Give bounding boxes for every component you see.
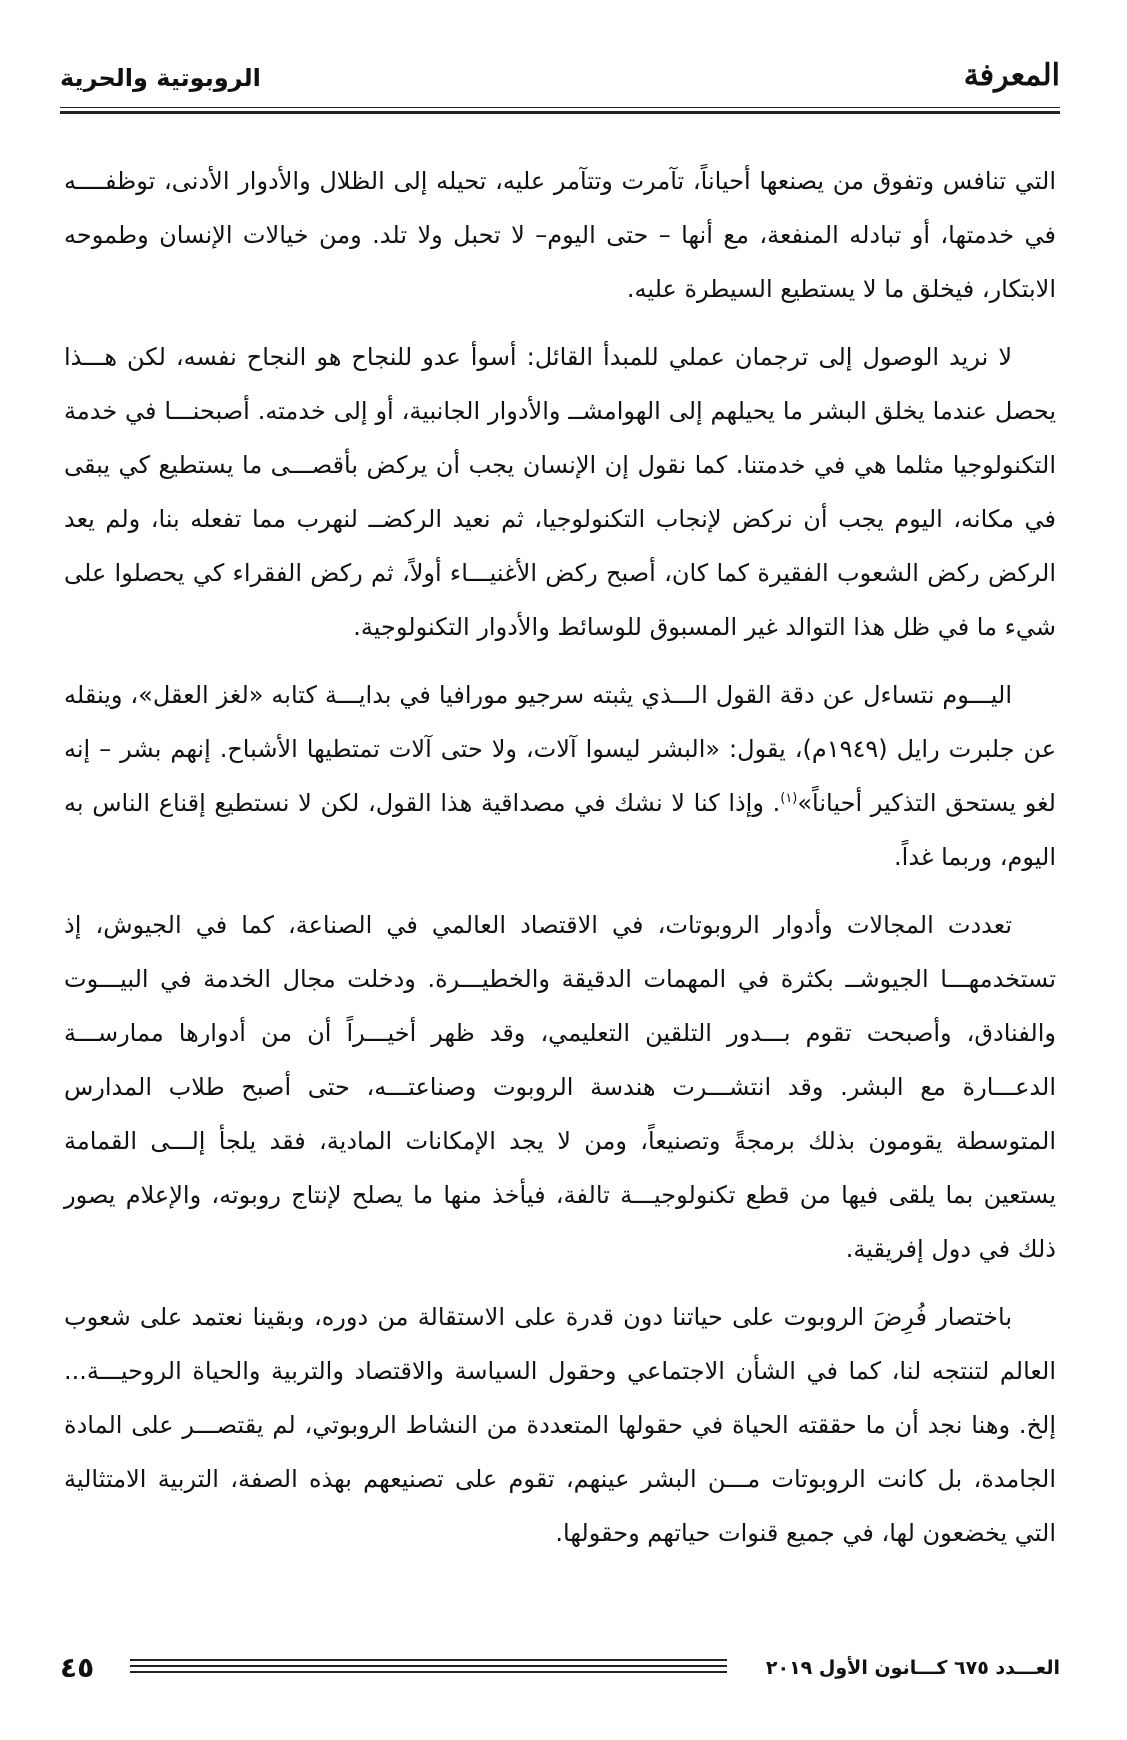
paragraph-5: باختصار فُرِضَ الروبوت على حياتنا دون قدرة على الاستقالة من دوره، وبقينا نعتمد على شعوب العالم لتنتجه لنا، كما في الشأن الاجتماعي وحقول السياسة والاقتصاد والتربية والحياة الروحيـــة... إلخ. وهنا نجد أن ما حققته الحياة في حقولها المتعددة من النشاط الروبوتي، لم يقتصـــر على المادة الجامدة، بل كانت الروبوتات مـــن البشر عينهم، تقوم على تصنيعهم بهذه الصفة، التربية الامتثالية التي يخضعون لها، في جميع قنوات حياتهم وحقولها.: [64, 1303, 1056, 1547]
page-footer: [60, 1648, 1060, 1688]
header-divider-thin: [60, 107, 1060, 108]
paragraph-2: لا نريد الوصول إلى ترجمان عملي للمبدأ القائل: أسوأ عدو للنجاح هو النجاح نفسه، لكن هـــذا يحصل عندما يخلق البشر ما يحيلهم إلى الهوامشــ والأدوار الجانبية، أو إلى خدمته. أصبحنـــا في خدمة التكنولوجيا مثلما هي في خدمتنا. كما نقول إن الإنسان يجب أن يركض بأقصـــى ما يستطيع كي يبقى في مكانه، اليوم يجب أن نركض لإنجاب التكنولوجيا، ثم نعيد الركضــ لنهرب مما تفعله بنا، ولم يعد الركض ركض الشعوب الفقيرة كما كان، أصبح ركض الأغنيـــاء أولاً، ثم ركض الفقراء كي يحصلوا على شيء ما في ظل هذا التوالد غير المسبوق للوسائط والأدوار التكنولوجية.: [64, 343, 1056, 641]
header-divider-thick: [60, 111, 1060, 114]
paragraph-3: [64, 668, 1056, 884]
paragraph-3-continuation: . وإذا كنا لا نشك في مصداقية هذا القول، لكن لا نستطيع إقناع الناس به اليوم، وربما غداً.: [64, 789, 1056, 871]
paragraph-4: تعددت المجالات وأدوار الروبوتات، في الاقتصاد العالمي في الصناعة، كما في الجيوش، إذ تستخدمهـــا الجيوشــ بكثرة في المهمات الدقيقة والخطيـــرة. ودخلت مجال الخدمة في البيـــوت والفنادق، وأصبحت تقوم بـــدور التلقين التعليمي، وقد ظهر أخيـــراً أن من أدوارها ممارســـة الدعـــارة مع البشر. وقد انتشـــرت هندسة الروبوت وصناعتـــه، حتى أصبح طلاب المدارس المتوسطة يقومون بذلك برمجةً وتصنيعاً، ومن لا يجد الإمكانات المادية، فقد يلجأ إلـــى القمامة يستعين بما يلقى فيها من قطع تكنولوجيـــة تالفة، فيأخذ منها ما يصلح لإنتاج روبوته، والإعلام يصور ذلك في دول إفريقية.: [64, 911, 1056, 1263]
running-title: الروبوتية والحرية: [60, 64, 261, 92]
paragraph-1: التي تنافس وتفوق من يصنعها أحياناً، تآمرت وتتآمر عليه، تحيله إلى الظلال والأدوار الأدنى، توظفــــه في خدمتها، أو تبادله المنفعة، مع أنها – حتى اليوم– لا تحبل ولا تلد. ومن خيالات الإنسان وطموحه الابتكار، فيخلق ما لا يستطيع السيطرة عليه.: [64, 167, 1056, 303]
page-number: ٤٥: [60, 1651, 95, 1684]
article-body: [64, 154, 1056, 1574]
page-header: [60, 56, 1060, 104]
issue-info: العـــدد ٦٧٥ كـــانون الأول ٢٠١٩: [765, 1657, 1060, 1679]
footnote-marker[interactable]: (١): [780, 791, 798, 806]
paragraph-3-quote: اليـــوم نتساءل عن دقة القول الـــذي يثبته سرجيو مورافيا في بدايـــة كتابه «لغز العقل»، وينقله عن جلبرت رايل (١٩٤٩م)، يقول: «البشر ليسوا آلات، ولا حتى آلات تمتطيها الأشباح. إنهم بشر – إنه لغو يستحق التذكير أحياناً»: [64, 681, 1057, 817]
journal-logo: المعرفة: [963, 58, 1060, 93]
